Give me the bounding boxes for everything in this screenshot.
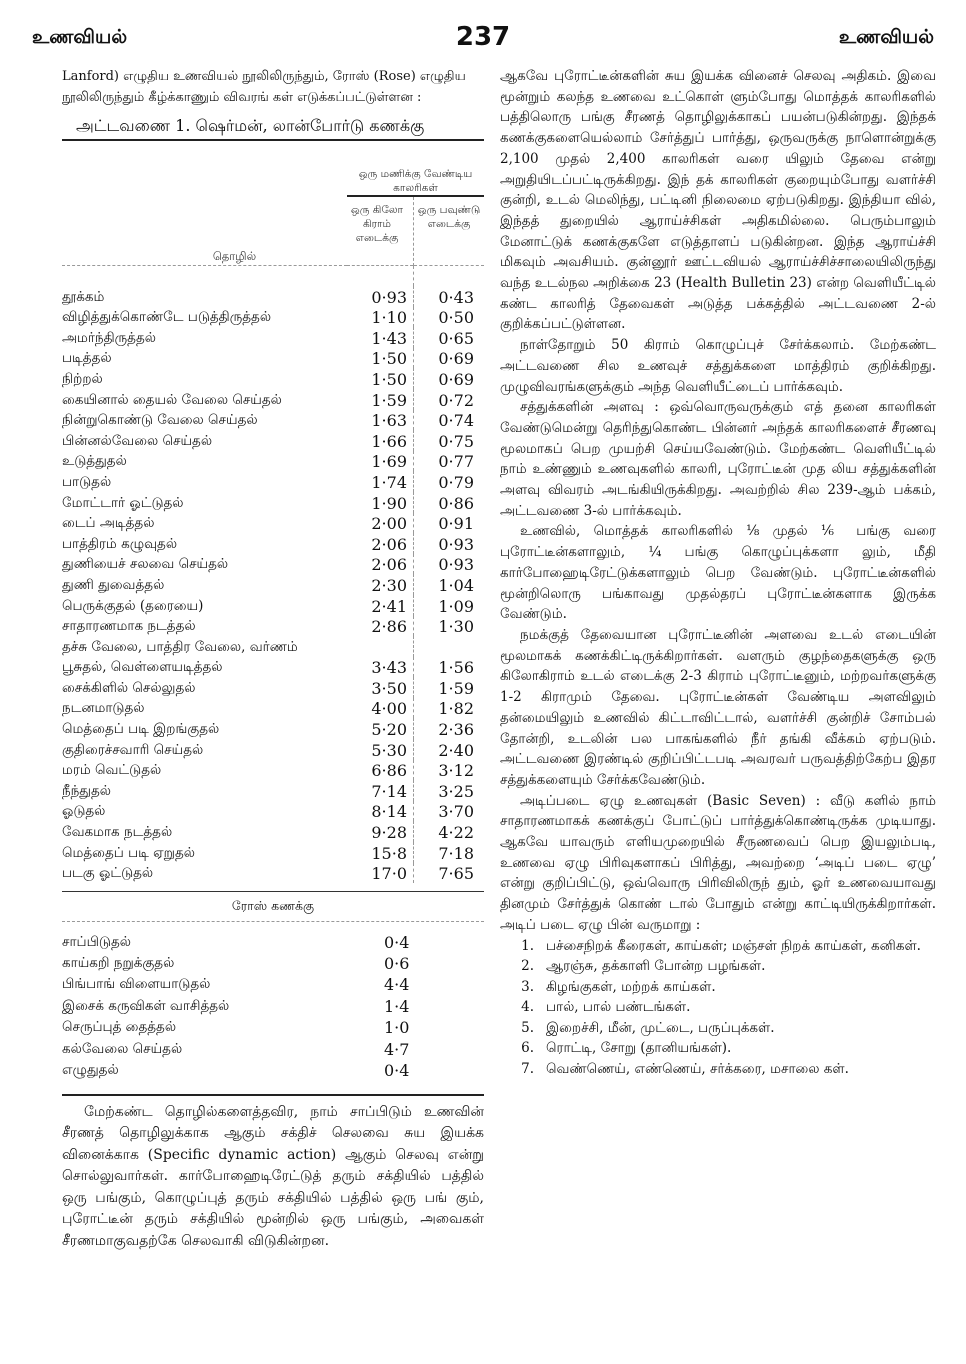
table-row <box>62 286 484 307</box>
table-row <box>62 677 484 698</box>
intro-paragraph: Lanford) எழுதிய உணவியல் நூலிலிருந்தும், ரோஸ் (Rose) எழுதிய நூலிலிருந்தும் கீழ்க்காணும் விவரங் கள் எடுக்கப்பட்டுள்ளன : <box>62 69 466 105</box>
table-row <box>62 327 484 348</box>
calories-per-lb: 0·69 <box>438 349 474 369</box>
calories-per-kg: 1·74 <box>347 471 414 492</box>
paragraph-calorie-needs: ஆகவே புரோட்டீன்களின் சுய இயக்க வினைச் செலவு அதிகம். இவை மூன்றும் கலந்த உணவை உட்கொள் ளும்போது மொத்தக் காலரிகளில் பத்திலொரு பங்கு சீரணத் தொழிலுக்காகப் பயன்படுகின்றது. இந்தக் கணக்குகளையெல்லாம் சேர்த்துப் பார்த்து, ஒருவருக்கு நாளொன்றுக்கு 2,100 முதல் 2,400 காலரிகள் வரை யிலும் தேவை என்று அறுதியிடப்பட்டிருக்கிறது. இந் தக் காலரிகள் குறையும்போது வளர்ச்சி குன்றி, உடல் மெலிந்து, பட்டினி நிலைமை ஏற்படுகிறது. இந்தியா வில், இந்தத் துறையில் ஆராய்ச்சிகள் அதிகமில்லை. பெரும்பாலும் மேனாட்டுக் கணக்குகளே எடுத்தாளப் படுகின்றன. இந்த ஆராய்ச்சி மிகவும் அவசியம். குன்னூர் ஊட்டவியல் ஆராய்ச்சிச்சாலையிலிருந்து வந்த உடல்நல அறிக்கை 23 (Health Bulletin 23) என்ற வெளியீட்டில் கண்ட காலரித் தேவைகள் அடுத்த பக்கத்தில் அட்டவணை 2-ல் குறிக்கப்பட்டுள்ளன. <box>500 68 936 333</box>
calories-per-lb: 0·65 <box>438 328 474 348</box>
rose-value: 1·0 <box>384 1018 410 1038</box>
calories-per-lb: 3·25 <box>438 781 474 801</box>
calories-per-kg: 17·0 <box>347 863 414 884</box>
table-row <box>62 307 484 328</box>
rose-table-title: ரோஸ் கணக்கு <box>62 891 484 922</box>
activity-name: பூசுதல், வெள்ளையடித்தல் <box>62 659 223 676</box>
activity-name: மரம் வெட்டுதல் <box>62 762 162 779</box>
rose-activity: இசைக் கருவிகள் வாசித்தல் <box>62 997 230 1014</box>
calories-per-kg: 7·14 <box>347 780 414 801</box>
rose-table <box>62 930 484 1080</box>
activity-name: துணி துவைத்தல் <box>62 576 165 593</box>
paragraph-protein-requirement: நமக்குத் தேவையான புரோட்டீனின் அளவை உடல் எடையின் மூலமாகக் கணக்கிட்டிருக்கிறார்கள். வளரும் குழந்தைகளுக்கு ஒரு கிலோகிராம் உடல் எடைக்கு 2-3 கிராம் புரோட்டீனும், மற்றவர்களுக்கு 1-2 கிராமும் தேவை. புரோட்டீன்கள் வேண்டிய அளவிலும் தன்மையிலும் உணவில் கிட்டாவிட்டால், வளர்ச்சி குன்றிச் சோம்பல் தோன்றி, உடலின் பல பாகங்களில் நீர் தங்கி வீக்கம் ஏற்படும். அட்டவணை இரண்டில் குறிப்பிட்டபடி அவரவர் பருவத்திற்கேற்ப இதர சத்துக்களையும் சேர்க்கவேண்டும். <box>500 626 936 788</box>
activity-name: சைக்கிளில் செல்லுதல் <box>62 679 196 696</box>
calories-per-lb: 1·82 <box>438 699 474 719</box>
calories-per-lb: 1·59 <box>438 678 474 698</box>
activity-name: நடனமாடுதல் <box>62 700 145 717</box>
calories-per-kg: 1·59 <box>347 389 414 410</box>
calories-per-lb: 0·79 <box>438 472 474 492</box>
calories-per-lb: 4·22 <box>438 823 474 843</box>
item-number: 4. <box>521 999 534 1016</box>
activity-name: நிற்றல் <box>62 370 103 387</box>
activity-name: விழித்துக்கொண்டே படுத்திருத்தல் <box>62 309 272 326</box>
calories-per-kg: 1·63 <box>347 410 414 431</box>
activity-name: தச்சு வேலை, பாத்திர வேலை, வர்ணம் <box>62 638 298 655</box>
rose-activity: செருப்புத் தைத்தல் <box>62 1019 177 1036</box>
calories-per-lb: 0·93 <box>438 534 474 554</box>
calories-per-kg: 2·00 <box>347 513 414 534</box>
table-row <box>62 760 484 781</box>
paragraph-nutrient-quantity: சத்துக்களின் அளவு : ஒவ்வொருவருக்கும் எத் தனை காலரிகள் வேண்டுமென்று தெரிந்துகொண்ட பின்னர் அந்தக் காலரிகளைச் சீரணவு மூலமாகப் பெற முயற்சி செய்யவேண்டும். மேற்கண்ட வெளியீட்டில் நாம் உண்ணும் உணவுகளில் காலரி, புரோட்டீன் முத லிய சத்துக்களின் அளவு விவரம் அடங்கியிருக்கிறது. அவற்றில் சில 239-ஆம் பக்கம், அட்டவணை 3-ல் பார்க்கவும். <box>500 399 936 519</box>
basic-seven-list <box>500 936 936 1080</box>
rose-value: 0·4 <box>384 932 410 952</box>
table-header-row <box>62 140 484 196</box>
table-row <box>62 430 484 451</box>
activity-name: நீந்துதல் <box>62 782 112 799</box>
table-row <box>62 492 484 513</box>
calories-per-kg: 1·90 <box>347 492 414 513</box>
calories-per-kg: 6·86 <box>347 760 414 781</box>
calories-per-kg: 2·86 <box>347 616 414 637</box>
calories-per-lb: 1·56 <box>438 658 474 678</box>
header-per-kg: ஒரு கிலோ கிராம் எடைக்கு <box>347 196 414 266</box>
table-row <box>62 801 484 822</box>
calories-per-kg: 1·69 <box>347 451 414 472</box>
calories-per-kg: 4·00 <box>347 698 414 719</box>
item-text: இறைச்சி, மீன், முட்டை, பருப்புக்கள். <box>546 1019 775 1036</box>
table-row <box>62 780 484 801</box>
activity-name: மெத்தைப் படி இறங்குதல் <box>62 721 220 738</box>
calories-per-lb: 2·40 <box>438 740 474 760</box>
item-text: ஆரஞ்சு, தக்காளி போன்ற பழங்கள். <box>546 958 766 975</box>
basic-seven-item <box>500 977 936 998</box>
header-per-lb: ஒரு பவுண்டு எடைக்கு <box>417 204 481 230</box>
rose-row <box>62 1059 484 1080</box>
table-row <box>62 636 484 657</box>
rose-row <box>62 1016 484 1037</box>
calories-per-lb: 1·04 <box>438 575 474 595</box>
calories-per-kg: 2·06 <box>347 533 414 554</box>
calories-per-kg: 1·66 <box>347 430 414 451</box>
calories-per-lb: 0·86 <box>438 493 474 513</box>
paragraph-fat: நாள்தோறும் 50 கிராம் கொழுப்புச் சேர்க்கலாம். மேற்கண்ட அட்டவணை சில உணவுச் சத்துக்களை மாத்திரம் குறிக்கிறது. முழுவிவரங்களுக்கும் அந்த வெளியீட்டைப் பார்க்கவும். <box>500 337 936 395</box>
calories-per-kg: 15·8 <box>347 842 414 863</box>
table-row <box>62 554 484 575</box>
calories-per-kg: 8·14 <box>347 801 414 822</box>
table-row <box>62 595 484 616</box>
calories-per-kg: 5·20 <box>347 718 414 739</box>
table-1-title: அட்டவணை 1. ஷெர்மன், லான்போர்டு கணக்கு <box>76 116 425 135</box>
activity-name: ஓடுதல் <box>62 803 106 820</box>
paragraph-basic-seven: அடிப்படை ஏழு உணவுகள் (Basic Seven) : வீடு களில் நாம் சாதாரணமாகக் கணக்குப் போட்டுப் பார்த்துக்கொண்டிருக்க முடியாது. ஆகவே யாவரும் எளியமுறையில் சீருணவைப் பெற இயலும்படி, உணவை ஏழு பிரிவுகளாகப் பிரித்து, அவற்றை ‘அடிப் படை ஏழு’ என்று குறிப்பிட்டு, ஒவ்வொரு பிரிவிலிருந் தும், ஓர் உணவையாவது தினமும் சேர்த்துக் கொண் டால் போதும் என்று காட்டியிருக்கிறார்கள். அடிப் படை ஏழு பின் வருமாறு : <box>500 792 936 933</box>
item-number: 5. <box>521 1019 534 1036</box>
activity-name: உடுத்துதல் <box>62 453 127 470</box>
calories-per-kg: 3·50 <box>347 677 414 698</box>
table-row <box>62 368 484 389</box>
calories-per-lb: 7·65 <box>438 864 474 884</box>
activity-name: துணியைச் சலவை செய்தல் <box>62 556 229 573</box>
right-column <box>500 66 936 1079</box>
rose-activity: கல்வேலை செய்தல் <box>62 1040 183 1057</box>
table-row <box>62 513 484 534</box>
calories-per-lb: 7·18 <box>438 843 474 863</box>
item-number: 7. <box>521 1060 534 1077</box>
activity-name: பெருக்குதல் (தரையை) <box>62 597 204 614</box>
paragraph-protein-share: உணவில், மொத்தக் காலரிகளில் ⅛ முதல் ⅙ பங்கு வரை புரோட்டீன்களாலும், ¼ பங்கு கொழுப்புக்களா லும், மீதி கார்போஹைடிரேட்டுக்களாலும் பெற வேண்டும். புரோட்டீன்களில் மூன்றிலொரு பங்காவது முதல்தரப் புரோட்டீன்களாக இருக்க வேண்டும். <box>500 523 936 623</box>
calories-per-kg: 1·10 <box>347 307 414 328</box>
rose-row <box>62 1037 484 1058</box>
activity-name: மெத்தைப் படி ஏறுதல் <box>62 844 195 861</box>
table-row <box>62 718 484 739</box>
calories-per-kg: 2·30 <box>347 574 414 595</box>
calories-per-lb: 0·93 <box>438 555 474 575</box>
table-row <box>62 471 484 492</box>
table-row <box>62 842 484 863</box>
calories-per-lb: 3·70 <box>438 802 474 822</box>
table-row <box>62 410 484 431</box>
calories-per-kg: 3·43 <box>347 657 414 678</box>
rose-activity: எழுதுதல் <box>62 1061 119 1078</box>
header-per-hour: ஒரு மணிக்கு வேண்டிய காலரிகள் <box>358 168 473 194</box>
running-head-left: உணவியல் <box>32 26 128 48</box>
basic-seven-item <box>500 1038 936 1059</box>
table-row <box>62 821 484 842</box>
calories-per-kg <box>347 636 414 657</box>
calories-per-lb: 0·74 <box>438 411 474 431</box>
basic-seven-item <box>500 1018 936 1039</box>
table-row <box>62 863 484 884</box>
activity-name: டைப் அடித்தல் <box>62 515 155 532</box>
activity-name: கையினால் தையல் வேலை செய்தல் <box>62 391 282 408</box>
rose-row <box>62 973 484 994</box>
rose-row <box>62 930 484 951</box>
item-text: வெண்ணெய், எண்ணெய், சர்க்கரை, மசாலை கள். <box>546 1060 849 1077</box>
item-text: ரொட்டி, சோறு (தானியங்கள்). <box>546 1040 732 1057</box>
right-text <box>500 66 936 936</box>
calories-per-kg: 5·30 <box>347 739 414 760</box>
rose-row <box>62 952 484 973</box>
running-head-right: உணவியல் <box>838 26 934 48</box>
calories-per-lb: 1·30 <box>438 617 474 637</box>
rose-activity: காய்கறி நறுக்குதல் <box>62 955 175 971</box>
rose-activity: சாப்பிடுதல் <box>62 933 131 950</box>
activity-name: பாத்திரம் கழுவுதல் <box>62 535 178 552</box>
table-row <box>62 348 484 369</box>
item-text: பால், பால் பண்டங்கள். <box>546 999 691 1016</box>
table-row <box>62 451 484 472</box>
basic-seven-item <box>500 956 936 977</box>
page-number: 237 <box>455 22 511 52</box>
calories-per-lb: 3·12 <box>438 761 474 781</box>
rose-value: 4·4 <box>384 975 410 995</box>
calories-per-lb: 0·50 <box>438 308 474 328</box>
calories-per-lb: 0·69 <box>438 369 474 389</box>
table-row <box>62 389 484 410</box>
activity-name: மோட்டார் ஓட்டுதல் <box>62 494 184 511</box>
calories-per-lb: 0·91 <box>438 514 474 534</box>
table-end-rule <box>62 1094 484 1096</box>
calories-per-kg: 1·50 <box>347 368 414 389</box>
specific-dynamic-action-paragraph: மேற்கண்ட தொழில்களைத்தவிர, நாம் சாப்பிடும் உணவின் சீரணத் தொழிலுக்காக ஆகும் சக்திச் செலவை சுய இயக்க வினைக்காக (Specific dynamic action) ஆகும் செலவு என்று சொல்லுவார்கள். கார்போஹைடிரேட்டுத் தரும் சக்தியில் பத்தில் ஒரு பங்கும், கொழுப்புத் தரும் சக்தியில் பத்தில் ஒரு பங் கும், புரோட்டீன் தரும் சக்தியில் மூன்றில் ஒரு பங்கும், அவைகள் சீரணமாகுவதற்கே செலவாகி விடுகின்றன. <box>62 1103 484 1249</box>
table-row <box>62 657 484 678</box>
calories-per-lb: 0·75 <box>438 431 474 451</box>
table-row <box>62 616 484 637</box>
rose-value: 0·4 <box>384 1060 410 1080</box>
activity-name: பின்னல்வேலை செய்தல் <box>62 432 213 449</box>
activity-name: படகு ஓட்டுதல் <box>62 865 154 882</box>
activity-name: படித்தல் <box>62 350 112 367</box>
item-text: கிழங்குகள், மற்றக் காய்கள். <box>546 978 716 995</box>
calories-per-kg: 1·50 <box>347 348 414 369</box>
header-activity: தொழில் <box>212 249 257 263</box>
calories-per-lb: 1·09 <box>438 596 474 616</box>
item-number: 6. <box>521 1040 534 1057</box>
table-row <box>62 574 484 595</box>
calorie-table <box>62 139 484 883</box>
item-number: 2. <box>521 958 534 975</box>
item-number: 3. <box>521 978 534 995</box>
calories-per-kg: 2·41 <box>347 595 414 616</box>
calories-per-kg: 9·28 <box>347 821 414 842</box>
activity-name: நின்றுகொண்டு வேலை செய்தல் <box>62 412 258 429</box>
calories-per-kg: 0·93 <box>347 286 414 307</box>
calories-per-lb: 0·77 <box>438 452 474 472</box>
calories-per-lb <box>414 636 485 657</box>
item-text: பச்சைநிறக் கீரைகள், காய்கள்; மஞ்சள் நிறக் காய்கள், கனிகள். <box>546 937 921 954</box>
rose-value: 0·6 <box>384 954 410 973</box>
basic-seven-item <box>500 997 936 1018</box>
calories-per-lb: 0·43 <box>438 287 474 307</box>
activity-name: அமர்ந்திருத்தல் <box>62 329 156 346</box>
basic-seven-item <box>500 936 936 957</box>
calories-per-lb: 0·72 <box>438 390 474 410</box>
calories-per-lb: 2·36 <box>438 720 474 740</box>
page-header <box>32 22 934 56</box>
rose-row <box>62 994 484 1015</box>
basic-seven-item <box>500 1059 936 1080</box>
activity-name: தூக்கம் <box>62 288 105 305</box>
calories-per-kg: 2·06 <box>347 554 414 575</box>
activity-name: சாதாரணமாக நடத்தல் <box>62 618 196 635</box>
table-row <box>62 533 484 554</box>
calories-per-kg: 1·43 <box>347 327 414 348</box>
activity-name: பாடுதல் <box>62 473 112 490</box>
left-column <box>62 66 484 1252</box>
activity-name: வேகமாக நடத்தல் <box>62 824 173 841</box>
rose-activity: பிங்பாங் விளையாடுதல் <box>62 976 211 993</box>
table-row <box>62 739 484 760</box>
rose-value: 1·4 <box>384 996 410 1016</box>
item-number: 1. <box>521 937 534 954</box>
table-row <box>62 698 484 719</box>
rose-value: 4·7 <box>384 1039 410 1059</box>
activity-name: குதிரைச்சவாரி செய்தல் <box>62 741 204 758</box>
